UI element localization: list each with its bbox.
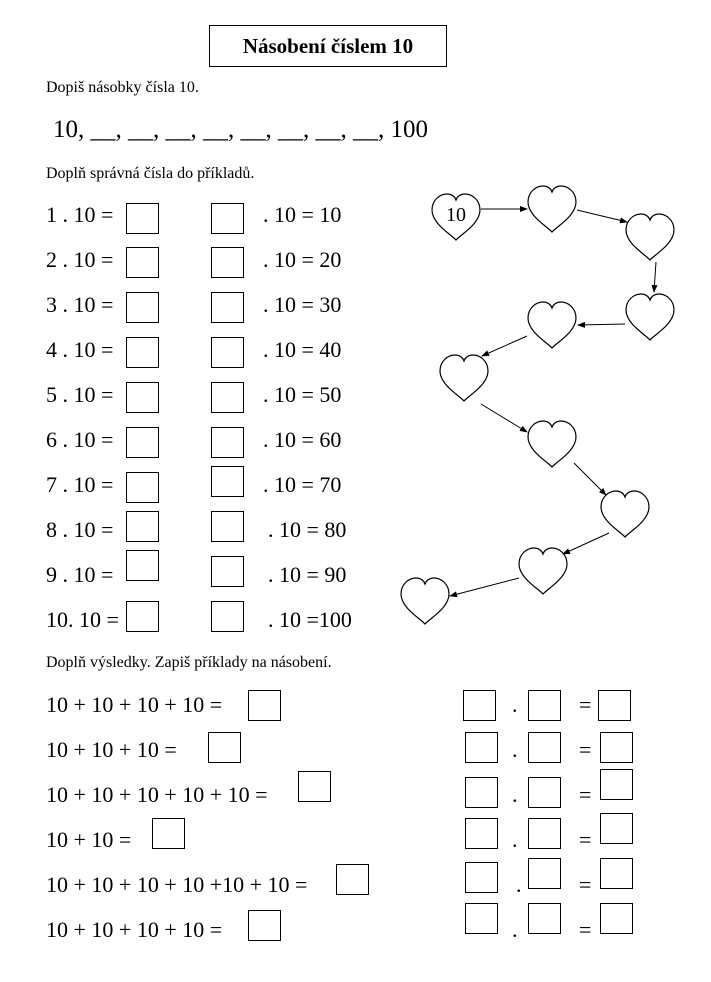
factor-box[interactable]: [528, 818, 561, 849]
equals-sign: =: [579, 782, 592, 807]
sequence-blank[interactable]: __,: [165, 116, 197, 143]
product-box[interactable]: [600, 769, 633, 800]
path-arrow: [482, 336, 527, 356]
factor-box[interactable]: [528, 858, 561, 889]
multiply-dot: .: [512, 737, 518, 762]
sum-answer-box[interactable]: [152, 818, 185, 849]
sum-answer-box[interactable]: [336, 864, 369, 895]
sum-answer-box[interactable]: [208, 732, 241, 763]
product-box[interactable]: [600, 858, 633, 889]
right-equation-suffix: . 10 = 80: [268, 517, 347, 542]
heart-shape[interactable]: [626, 294, 674, 340]
equals-sign: =: [579, 872, 592, 897]
left-equation-prefix: 1 . 10 =: [46, 202, 114, 227]
sum-answer-box[interactable]: [248, 910, 281, 941]
right-equation-suffix: . 10 = 10: [263, 202, 342, 227]
factor-box[interactable]: [465, 732, 498, 763]
path-arrow: [574, 463, 606, 495]
path-arrow: [578, 324, 625, 325]
sum-expression: 10 + 10 + 10 + 10 =: [46, 917, 223, 942]
sum-answer-box[interactable]: [298, 771, 331, 802]
multiply-dot: .: [512, 782, 518, 807]
factor-box[interactable]: [528, 777, 561, 808]
left-equation-prefix: 4 . 10 =: [46, 337, 114, 362]
sequence-blank[interactable]: __,: [315, 116, 347, 143]
sum-expression: 10 + 10 + 10 =: [46, 737, 177, 762]
factor-box[interactable]: [465, 777, 498, 808]
sequence-end: 100: [390, 116, 428, 143]
heart-shape[interactable]: [528, 186, 576, 232]
heart-shape[interactable]: [528, 302, 576, 348]
sum-expression: 10 + 10 + 10 + 10 +10 + 10 =: [46, 872, 308, 897]
sum-answer-box[interactable]: [248, 690, 281, 721]
factor-box[interactable]: [465, 818, 498, 849]
path-arrow: [450, 578, 519, 596]
sequence-blank[interactable]: __,: [203, 116, 235, 143]
multiply-dot: .: [512, 917, 518, 942]
factor-box[interactable]: [465, 903, 498, 934]
product-box[interactable]: [600, 732, 633, 763]
sum-expression: 10 + 10 + 10 + 10 =: [46, 692, 223, 717]
sequence-blank[interactable]: __,: [278, 116, 310, 143]
sequence-blank[interactable]: __,: [128, 116, 160, 143]
equals-sign: =: [579, 692, 592, 717]
left-equation-prefix: 8 . 10 =: [46, 517, 114, 542]
instruction-multiples: Dopiš násobky čísla 10.: [46, 79, 199, 96]
left-equation-prefix: 2 . 10 =: [46, 247, 114, 272]
left-equation-prefix: 6 . 10 =: [46, 427, 114, 452]
path-arrow: [577, 210, 627, 222]
sequence-blank[interactable]: __,: [240, 116, 272, 143]
instruction-results: Doplň výsledky. Zapiš příklady na násobení.: [46, 654, 332, 671]
left-equation-prefix: 5 . 10 =: [46, 382, 114, 407]
right-equation-suffix: . 10 = 20: [263, 247, 342, 272]
heart-shape[interactable]: [528, 421, 576, 467]
path-arrow: [481, 404, 527, 432]
multiply-dot: .: [516, 872, 522, 897]
sum-expression: 10 + 10 =: [46, 827, 132, 852]
right-equation-suffix: . 10 = 90: [268, 562, 347, 587]
right-equation-suffix: . 10 = 50: [263, 382, 342, 407]
right-equation-suffix: . 10 =100: [268, 607, 352, 632]
factor-box[interactable]: [465, 862, 498, 893]
sum-expression: 10 + 10 + 10 + 10 + 10 =: [46, 782, 268, 807]
left-equation-prefix: 7 . 10 =: [46, 472, 114, 497]
factor-box[interactable]: [528, 690, 561, 721]
path-arrow: [654, 262, 656, 292]
path-arrow: [563, 533, 609, 554]
left-equation-prefix: 3 . 10 =: [46, 292, 114, 317]
equals-sign: =: [579, 827, 592, 852]
start-heart-label: 10: [446, 204, 466, 226]
product-box[interactable]: [598, 690, 631, 721]
left-equation-prefix: 9 . 10 =: [46, 562, 114, 587]
product-box[interactable]: [600, 813, 633, 844]
right-equation-suffix: . 10 = 30: [263, 292, 342, 317]
instruction-fill-numbers: Doplň správná čísla do příkladů.: [46, 165, 255, 182]
heart-shape[interactable]: [601, 491, 649, 537]
multiply-dot: .: [512, 692, 518, 717]
title-text: Násobení číslem 10: [242, 33, 414, 58]
factor-box[interactable]: [528, 903, 561, 934]
product-box[interactable]: [600, 903, 633, 934]
sequence-start: 10,: [53, 116, 85, 143]
sequence-blank[interactable]: __,: [90, 116, 122, 143]
right-equation-suffix: . 10 = 70: [263, 472, 342, 497]
left-equation-prefix: 10. 10 =: [46, 607, 119, 632]
heart-shape[interactable]: [519, 548, 567, 594]
factor-box[interactable]: [463, 690, 496, 721]
right-equation-suffix: . 10 = 40: [263, 337, 342, 362]
multiply-dot: .: [512, 827, 518, 852]
sequence-blank[interactable]: __,: [353, 116, 385, 143]
heart-shape[interactable]: [440, 355, 488, 401]
right-equation-suffix: . 10 = 60: [263, 427, 342, 452]
factor-box[interactable]: [528, 732, 561, 763]
heart-shape[interactable]: [626, 214, 674, 260]
heart-shape[interactable]: [401, 578, 449, 624]
equals-sign: =: [579, 917, 592, 942]
equals-sign: =: [579, 737, 592, 762]
